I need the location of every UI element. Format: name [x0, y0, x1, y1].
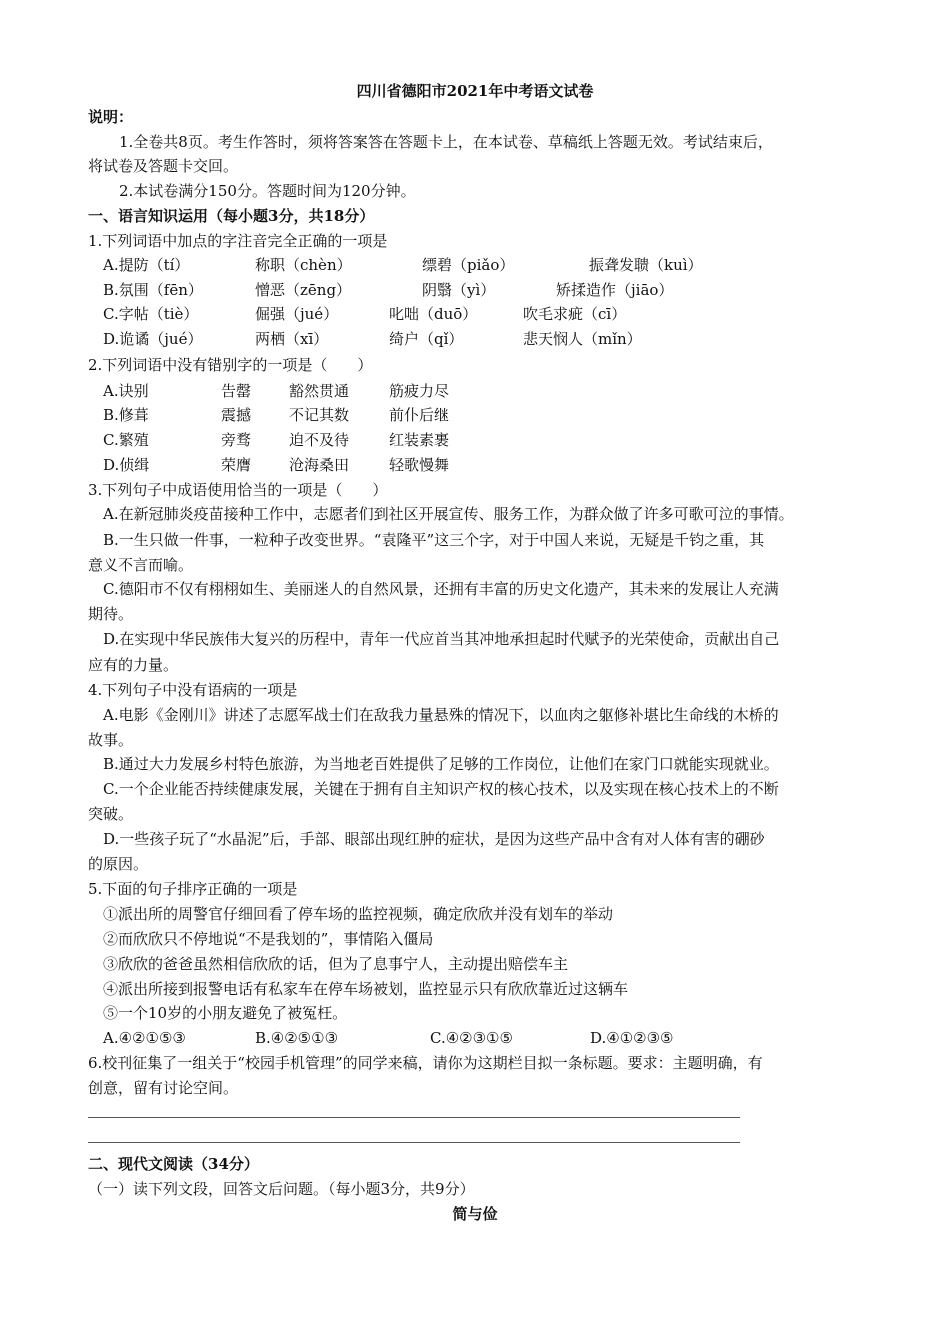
q4-option-c-line-2: 突破。	[88, 805, 134, 823]
q3-option-a: A.在新冠肺炎疫苗接种工作中，志愿者们到社区开展宣传、服务工作，为群众做了许多可歌可泣的事情。	[103, 505, 794, 523]
q5-option: B.④②⑤①③	[255, 1029, 339, 1047]
q1-option: 吹毛求疵（cī）	[523, 305, 627, 323]
q2-option: 豁然贯通	[289, 382, 350, 400]
section-1-heading: 一、语言知识运用（每小题3分，共18分）	[88, 207, 375, 225]
q1-option: 悲天悯人（mǐn）	[523, 330, 642, 348]
q3-stem: 3.下列句子中成语使用恰当的一项是（ ）	[88, 481, 388, 499]
q1-option: B.氛围（fēn）	[103, 281, 203, 299]
answer-line	[88, 1142, 740, 1143]
note-1-line-2: 将试卷及答题卡交回。	[88, 157, 239, 175]
q5-option: A.④②①⑤③	[103, 1029, 186, 1047]
q2-option: 旁骛	[221, 431, 252, 449]
q2-option: 轻歌慢舞	[389, 456, 450, 474]
q1-option: D.诡谲（jué）	[103, 330, 203, 348]
q1-option: A.提防（tí）	[103, 256, 190, 274]
q1-option: 矫揉造作（jiāo）	[556, 281, 674, 299]
q1-option: 称职（chèn）	[255, 256, 352, 274]
q5-option: D.④①②③⑤	[590, 1029, 674, 1047]
q1-option: 两栖（xī）	[255, 330, 329, 348]
q2-option: D.侦缉	[103, 456, 150, 474]
q4-stem: 4.下列句子中没有语病的一项是	[88, 681, 298, 699]
q2-option: A.诀别	[103, 382, 149, 400]
q2-stem: 2.下列词语中没有错别字的一项是（ ）	[88, 356, 373, 374]
q4-option-c-line-1: C.一个企业能否持续健康发展，关键在于拥有自主知识产权的核心技术，以及实现在核心技术上的不断	[103, 780, 779, 798]
q1-option: 阴翳（yì）	[422, 281, 496, 299]
q2-option: 不记其数	[289, 406, 350, 424]
q1-option: 憎恶（zēng）	[255, 281, 352, 299]
q1-option: 绮户（qǐ）	[389, 330, 464, 348]
q5-sentence-3: ③欣欣的爸爸虽然相信欣欣的话，但为了息事宁人，主动提出赔偿车主	[103, 955, 569, 973]
q1-stem: 1.下列词语中加点的字注音完全正确的一项是	[88, 232, 388, 250]
q5-sentence-4: ④派出所接到报警电话有私家车在停车场被划，监控显示只有欣欣靠近过这辆车	[103, 980, 629, 998]
section-2-heading: 二、现代文阅读（34分）	[88, 1155, 259, 1173]
q4-option-a-line-2: 故事。	[88, 731, 134, 749]
q1-option: 缥碧（piǎo）	[422, 256, 515, 274]
note-heading: 说明：	[88, 108, 134, 126]
q5-stem: 5.下面的句子排序正确的一项是	[88, 880, 298, 898]
q2-option: 沧海桑田	[289, 456, 350, 474]
q6-stem-line-2: 创意，留有讨论空间。	[88, 1079, 239, 1097]
q4-option-d-line-2: 的原因。	[88, 855, 149, 873]
q5-sentence-1: ①派出所的周警官仔细回看了停车场的监控视频，确定欣欣并没有划车的举动	[103, 905, 614, 923]
q3-option-b-line-1: B.一生只做一件事，一粒种子改变世界。“袁隆平”这三个字，对于中国人来说，无疑是千钧之重，其	[103, 531, 765, 549]
q4-option-a-line-1: A.电影《金刚川》讲述了志愿军战士们在敌我力量悬殊的情况下，以血肉之躯修补堪比生命线的木桥的	[103, 706, 779, 724]
note-2: 2.本试卷满分150分。答题时间为120分钟。	[119, 182, 416, 200]
note-1-line-1: 1.全卷共8页。考生作答时，须将答案答在答题卡上，在本试卷、草稿纸上答题无效。考试结束后，	[119, 133, 773, 151]
q5-sentence-2: ②而欣欣只不停地说“不是我划的”，事情陷入僵局	[103, 930, 434, 948]
q5-option: C.④②③①⑤	[430, 1029, 513, 1047]
q4-option-b: B.通过大力发展乡村特色旅游，为当地老百姓提供了足够的工作岗位，让他们在家门口就能实现就业。	[103, 755, 779, 773]
subsection-1-heading: （一）读下列文段，回答文后问题。（每小题3分，共9分）	[88, 1180, 475, 1198]
q2-option: 红装素裹	[389, 431, 450, 449]
q2-option: 荣膺	[221, 456, 252, 474]
passage-title: 简与俭	[452, 1205, 498, 1223]
q3-option-c-line-2: 期待。	[88, 605, 134, 623]
q1-option: 倔强（jué）	[255, 305, 339, 323]
q2-option: 筋疲力尽	[389, 382, 450, 400]
q2-option: B.修葺	[103, 406, 149, 424]
q2-option: C.繁殖	[103, 431, 149, 449]
page-title: 四川省德阳市2021年中考语文试卷	[356, 82, 594, 100]
q3-option-d-line-2: 应有的力量。	[88, 656, 179, 674]
q2-option: 告罄	[221, 382, 252, 400]
q3-option-c-line-1: C.德阳市不仅有栩栩如生、美丽迷人的自然风景，还拥有丰富的历史文化遗产，其未来的发展让人充满	[103, 580, 779, 598]
answer-line	[88, 1117, 740, 1118]
q6-stem-line-1: 6.校刊征集了一组关于“校园手机管理”的同学来稿，请你为这期栏目拟一条标题。要求：主题明确，有	[88, 1054, 763, 1072]
q1-option: C.字帖（tiè）	[103, 305, 199, 323]
q1-option: 振聋发聩（kuì）	[589, 256, 703, 274]
q2-option: 迫不及待	[289, 431, 350, 449]
q3-option-d-line-1: D.在实现中华民族伟大复兴的历程中，青年一代应首当其冲地承担起时代赋予的光荣使命，贡献出自己	[103, 630, 780, 648]
q2-option: 前仆后继	[389, 406, 450, 424]
q3-option-b-line-2: 意义不言而喻。	[88, 556, 194, 574]
q2-option: 震撼	[221, 406, 252, 424]
q4-option-d-line-1: D.一些孩子玩了“水晶泥”后，手部、眼部出现红肿的症状，是因为这些产品中含有对人体有害的硼砂	[103, 830, 765, 848]
q5-sentence-5: ⑤一个10岁的小朋友避免了被冤枉。	[103, 1004, 348, 1022]
q1-option: 叱咄（duō）	[389, 305, 478, 323]
